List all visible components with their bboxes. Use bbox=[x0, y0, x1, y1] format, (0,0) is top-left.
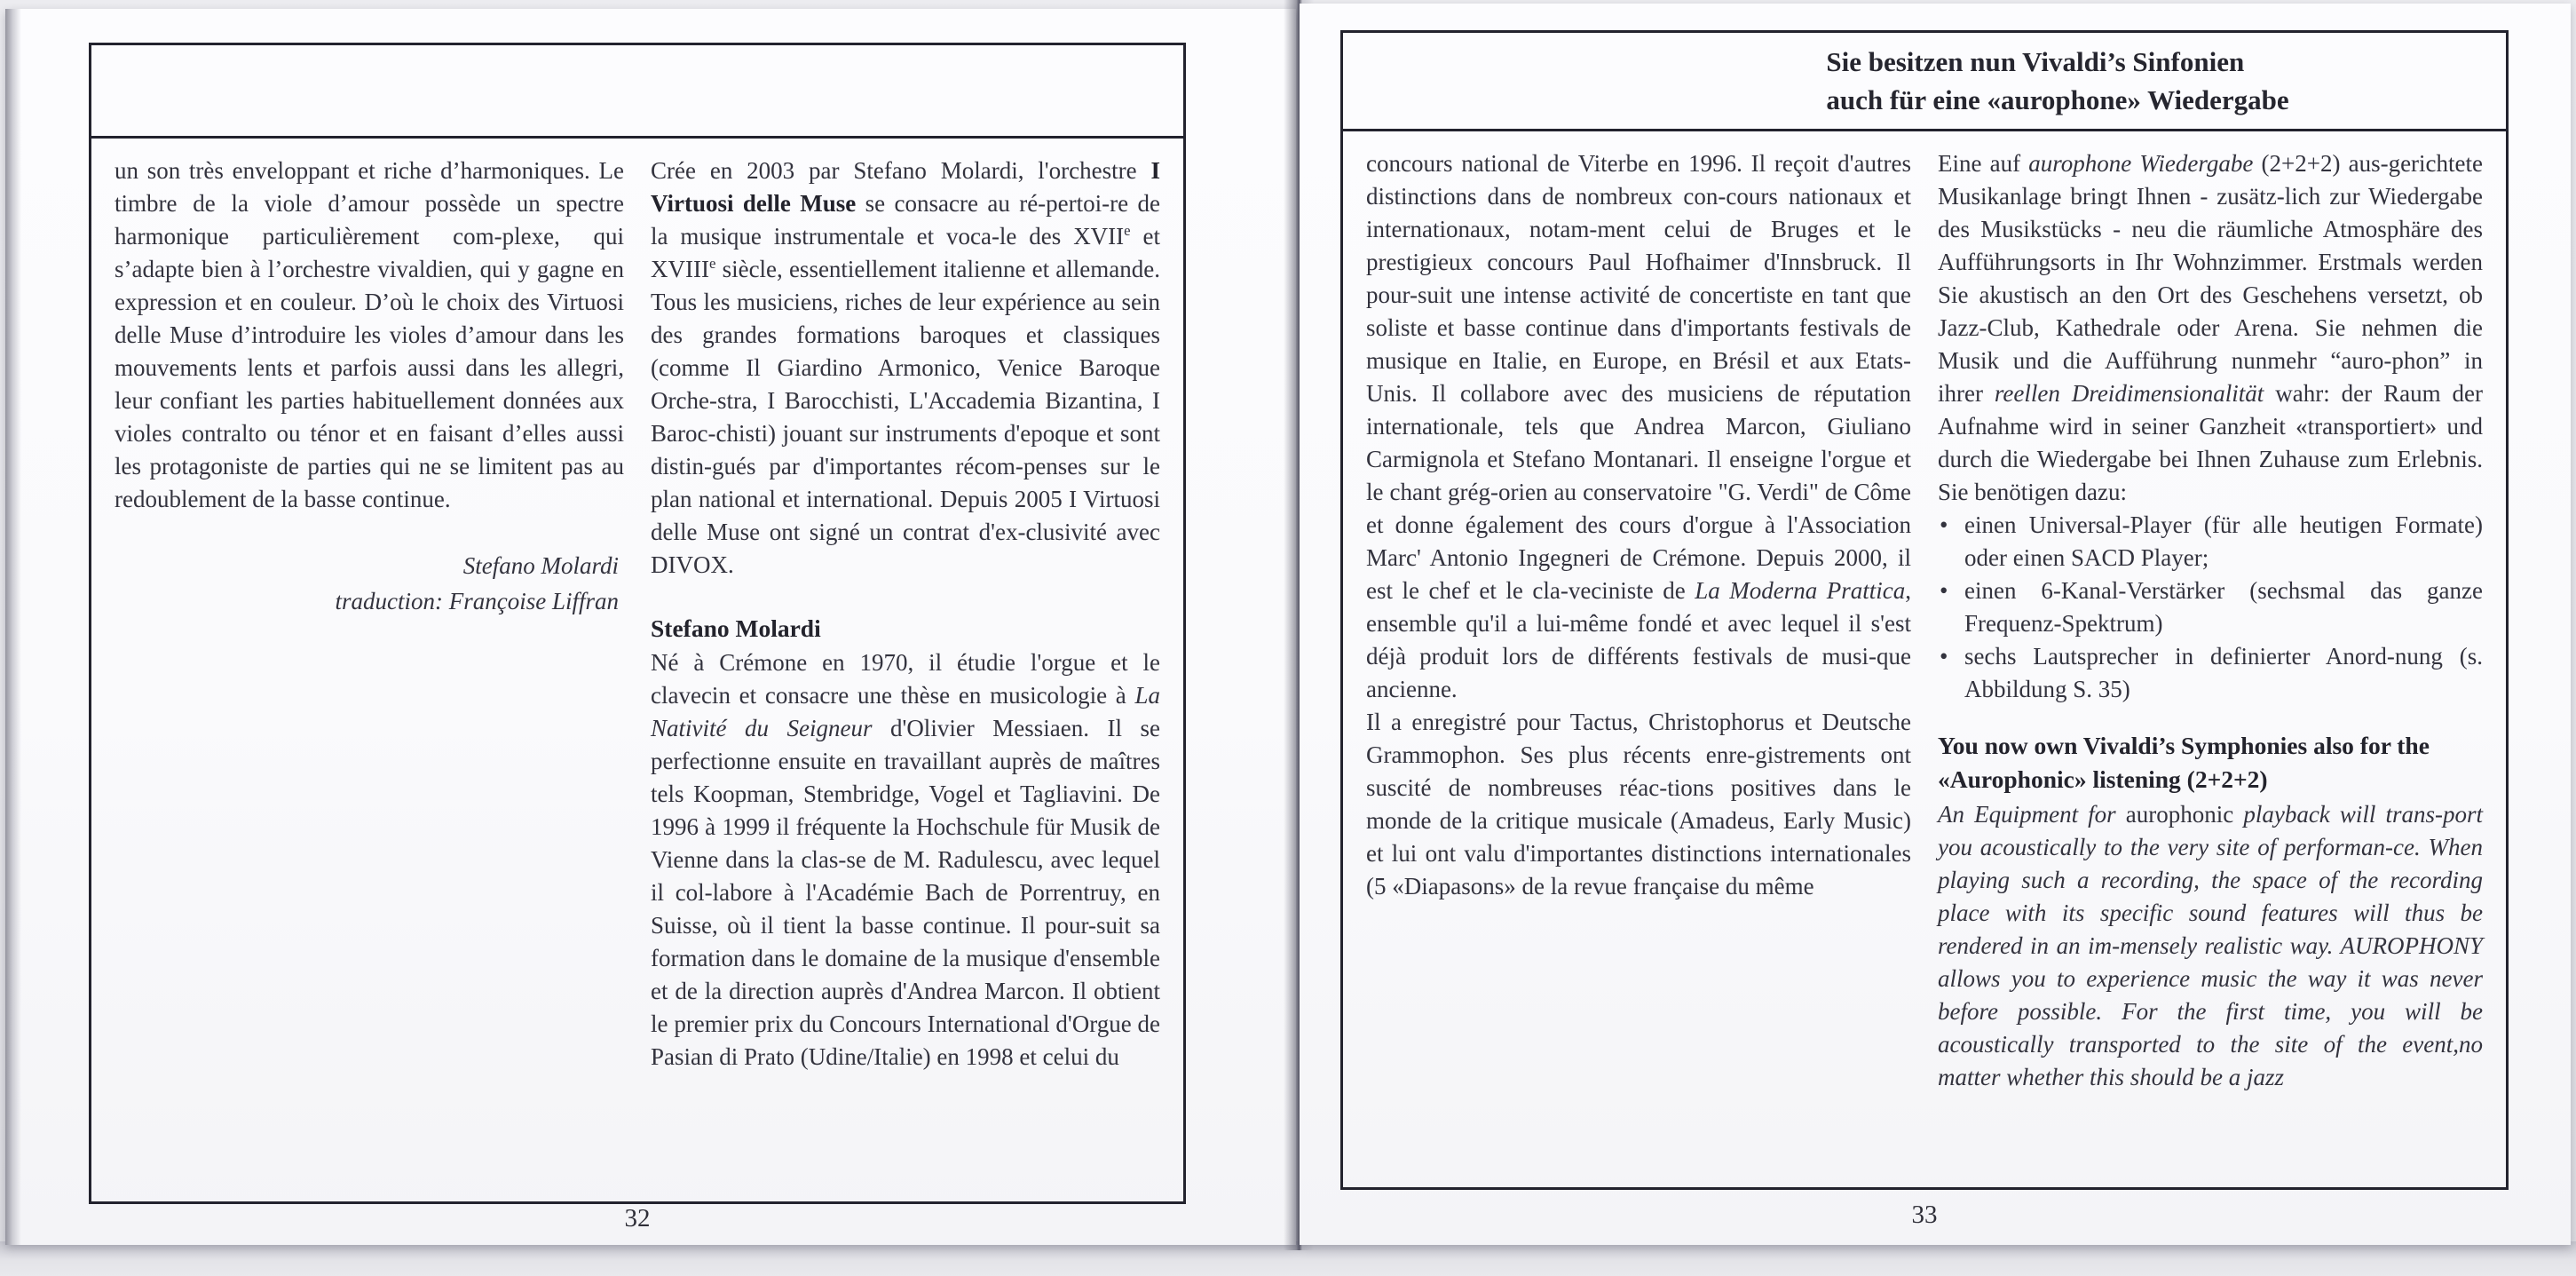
molardi-heading: Stefano Molardi bbox=[651, 614, 821, 642]
page-edge-shadow bbox=[5, 9, 21, 1245]
german-header-line-2: auch für eine «aurophone» Wiedergabe bbox=[1826, 84, 2289, 115]
bullet-icon: • bbox=[1940, 577, 1948, 604]
page-number-33: 33 bbox=[1911, 1201, 1938, 1229]
page-32-content bbox=[91, 139, 1183, 1201]
page-33-header-band bbox=[1343, 33, 2506, 131]
signature-author: Stefano Molardi bbox=[462, 552, 619, 579]
booklet-page-32 bbox=[5, 9, 1296, 1245]
molardi-bio-continued-paragraph: concours national de Viterbe en 1996. Il reçoit d'autres distinctions dans de nombreux con-cours nationaux et internationaux, notam-ment celui de Bruges et le prestigieux concours Paul Hofhaimer d'Innsbruck. Il pour-suit une intense activité de concertiste en tant que soliste et basse continue dans d'importants festivals de musique en Italie, en Europe, en Brésil et aux Etats-Unis. Il collabore avec des musiciens de réputation internationale, tels que Andrea Marcon, Giuliano Carmignola et Stefano Montanari. Il enseigne l'orgue et le chant grég-orien au conservatoire "G. Verdi" de Côme et donne également des cours d'orgue à l'Association Marc' Antonio Ingegneri de Crémone. Depuis 2000, il est le chef et le cla-veciniste de La Moderna Prattica, ensemble qu'il a lui-même fondé et avec lequel il s'est déjà produit lors de différents festivals de musi-que ancienne. bbox=[1366, 150, 1911, 702]
german-aurophonic-paragraph: Eine auf aurophone Wiedergabe (2+2+2) aus-gerichtete Musikanlage bringt Ihnen - zusätz-lich zur Wiedergabe des Musikstücks - neu die räumliche Atmosphäre des Aufführungsorts in Ihr Wohnzimmer. Erstmals werden Sie akustisch an den Ort des Geschehens versetzt, ob Jazz-Club, Kathedrale oder Arena. Sie nehmen die Musik und die Aufführung nunmehr “auro-phon” in ihrer reellen Dreidimensionalität wahr: der Raum der Aufnahme wird in seiner Ganzheit «transportiert» und durch die Wiedergabe bei Ihnen Zuhause zum Erlebnis. Sie benötigen dazu: bbox=[1938, 150, 2484, 505]
english-heading: You now own Vivaldi’s Symphonies also for the «Aurophonic» listening (2+2+2) bbox=[1938, 732, 2430, 793]
signature-translator: traduction: Françoise Liffran bbox=[335, 588, 619, 614]
page-33-content bbox=[1343, 131, 2506, 1187]
equipment-list bbox=[1938, 509, 2483, 706]
equipment-item-text: einen 6-Kanal-Verstärker (sechsmal das ganze Frequenz-Spektrum) bbox=[1964, 577, 2483, 637]
page-33-column-2 bbox=[1938, 147, 2483, 1178]
booklet-page-33 bbox=[1300, 4, 2571, 1245]
equipment-item-text: sechs Lautsprecher in definierter Anord-nung (s. Abbildung S. 35) bbox=[1964, 643, 2483, 702]
recordings-paragraph: Il a enregistré pour Tactus, Christophorus et Deutsche Grammophon. Ses plus récents enre-gistrements ont suscité de nombreuses réac-tions positives dans le monde de la critique musicale (Amadeus, Early Music) et lui ont valu d'importantes distinctions internationales (5 «Diapasons» de la revue française du même bbox=[1366, 709, 1911, 900]
signature-block bbox=[115, 548, 624, 619]
french-intro-paragraph: un son très enveloppant et riche d’harmoniques. Le timbre de la viole d’amour possède un spectre harmonique particulièrement com-plexe, qui s’adapte bien à l’orchestre vivaldien, qui y gagne en expression et en couleur. D’où le choix des Virtuosi delle Muse d’introduire les violes d’amour dans les mouvements lents et parfois aussi dans les allegri, leur confiant les parties habituellement données aux violes contralto ou ténor et en faisant d’elles aussi les protagoniste de parties qui ne se limitent pas au redoublement de la basse continue. bbox=[115, 157, 624, 512]
equipment-list-item bbox=[1938, 509, 2483, 575]
bullet-icon: • bbox=[1940, 511, 1948, 538]
molardi-bio-paragraph: Né à Crémone en 1970, il étudie l'orgue et le clavecin et consacre une thèse en musicologie à La Nativité du Seigneur d'Olivier Messiaen. Il se perfectionne ensuite en travaillant auprès de maîtres tels Koopman, Stembridge, Vogel et Tagliavini. De 1996 à 1999 il fréquente la Hochschule für Musik de Vienne dans la clas-se de M. Radulescu, avec lequel il col-labore à l'Académie Bach de Porrentruy, en Suisse, où il tient la basse continue. Il pour-suit sa formation dans le domaine de la musique d'ensemble et de la direction auprès d'Andrea Marcon. Il obtient le premier prix du Concours International d'Orgue de Pasian di Prato (Udine/Italie) en 1998 et celui du bbox=[651, 649, 1160, 1070]
page-32-header-band bbox=[91, 45, 1183, 139]
page-33-column-1 bbox=[1366, 147, 1911, 1178]
page-32-column-1 bbox=[115, 155, 624, 1193]
equipment-list-item bbox=[1938, 575, 2483, 640]
equipment-list-item bbox=[1938, 640, 2483, 706]
english-aurophonic-paragraph: An Equipment for aurophonic playback will trans-port you acoustically to the very site of performan-ce. When playing such a recording, the space of the recording place with its specific sound features will thus be rendered in an im-mensely realistic way. AUROPHONY allows you to experience music the way it was never before possible. For the first time, you will be acoustically transported to the site of the event,no matter whether this should be a jazz bbox=[1938, 801, 2483, 1090]
page-32-frame bbox=[89, 43, 1186, 1204]
page-33-frame bbox=[1340, 30, 2509, 1190]
bullet-icon: • bbox=[1940, 643, 1948, 670]
page-number-32: 32 bbox=[624, 1204, 651, 1232]
page-32-column-2 bbox=[651, 155, 1160, 1193]
german-header-line-1: Sie besitzen nun Vivaldi’s Sinfonien bbox=[1826, 46, 2245, 77]
orchestra-paragraph: Crée en 2003 par Stefano Molardi, l'orchestre I Virtuosi delle Muse se consacre au ré-pertoi-re de la musique instrumentale et voca-le des XVIIe et XVIIIe siècle, essentiellement italienne et allemande. Tous les musiciens, riches de leur expérience au sein des grandes formations baroques et classiques (comme Il Giardino Armonico, Venice Baroque Orche-stra, I Barocchisti, L'Accademia Bizantina, I Baroc-chisti) jouant sur instruments d'epoque et sont distin-gués par d'importantes récom-penses sur le plan national et international. Depuis 2005 I Virtuosi delle Muse ont signé un contrat d'ex-clusivité avec DIVOX. bbox=[651, 157, 1160, 578]
equipment-item-text: einen Universal-Player (für alle heutigen Formate) oder einen SACD Player; bbox=[1964, 511, 2483, 571]
german-header bbox=[1826, 43, 2288, 119]
